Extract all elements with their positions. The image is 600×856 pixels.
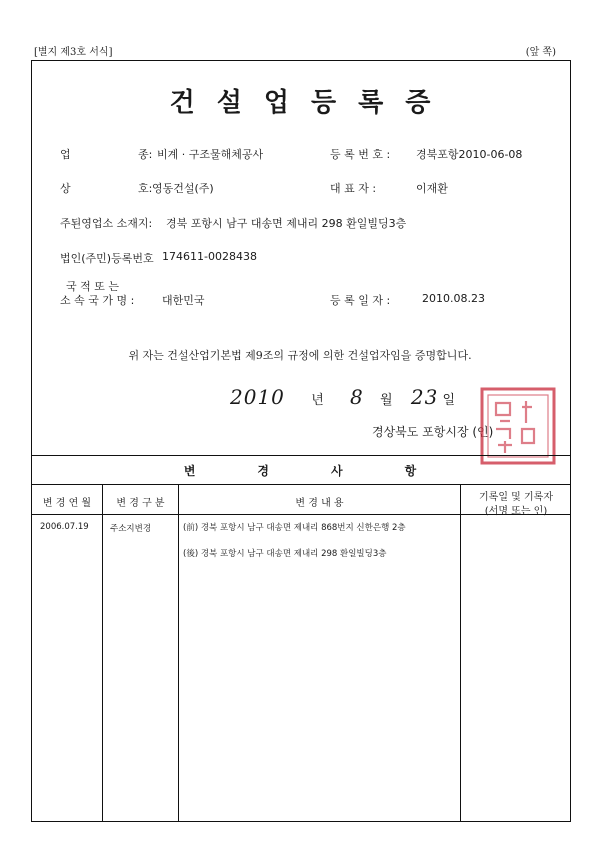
corp-reg-label: 법인(주민)등록번호 <box>60 252 154 265</box>
company-value: 영동건설(주) <box>152 182 214 195</box>
business-type-label: 업 <box>60 148 71 161</box>
address-value: 경북 포항시 남구 대송면 제내리 298 환일빌딩3층 <box>166 217 407 230</box>
registration-date-value: 2010.08.23 <box>422 292 485 305</box>
registration-no-value: 경북포항2010-06-08 <box>416 148 523 161</box>
header-recorder: 기록일 및 기록자 <box>479 492 553 503</box>
col-divider-3 <box>460 484 461 822</box>
business-type-value: 비계 · 구조물해체공사 <box>157 148 264 161</box>
issue-year: 2010 <box>230 385 285 409</box>
company-label: 상 <box>60 182 71 195</box>
document-title: 건설업등록증 <box>169 88 453 118</box>
header-change-detail: 변 경 내 용 <box>295 498 344 509</box>
issue-day-unit: 일 <box>442 393 456 408</box>
certification-statement: 위 자는 건설산업기본법 제9조의 규정에 의한 건설업자임을 증명합니다. <box>128 349 472 362</box>
issuer-name: 경상북도 포항시장 (인) <box>372 425 494 439</box>
issue-day: 23 <box>410 385 439 409</box>
header-recorder-sign: (서명 또는 인) <box>484 506 548 517</box>
changes-top-border <box>31 455 571 456</box>
nationality-label-line2: 소 속 국 가 명 : <box>60 294 135 307</box>
issue-month-unit: 월 <box>380 393 393 408</box>
col-divider-1 <box>102 484 103 822</box>
registration-no-label: 등 록 번 호 : <box>330 148 391 161</box>
page-side-label: (앞 쪽) <box>525 47 556 58</box>
nationality-label-line1: 국 적 또 는 <box>66 280 119 293</box>
company-label-suffix: 호: <box>138 182 153 195</box>
corp-reg-value: 174611-0028438 <box>162 250 257 263</box>
representative-label: 대 표 자 : <box>330 182 377 195</box>
registration-date-label: 등 록 일 자 : <box>330 294 391 307</box>
nationality-value: 대한민국 <box>162 294 205 307</box>
issue-month: 8 <box>350 385 364 409</box>
row-change-after: (後) 경북 포항시 남구 대송면 제내리 298 환일빌딩3층 <box>183 549 387 559</box>
issue-year-unit: 년 <box>311 393 324 408</box>
changes-title-border <box>31 484 571 485</box>
address-label: 주된영업소 소재지: <box>60 217 153 230</box>
col-divider-2 <box>178 484 179 822</box>
changes-title: 변경사항 <box>183 464 479 478</box>
row-change-kind: 주소지변경 <box>110 524 152 534</box>
row-change-before: (前) 경북 포항시 남구 대송면 제내리 868번지 신한은행 2층 <box>183 523 406 533</box>
business-type-label-suffix: 종: <box>138 148 153 161</box>
row-change-date: 2006.07.19 <box>40 522 89 532</box>
header-change-date: 변 경 연 월 <box>42 498 92 509</box>
header-change-kind: 변 경 구 분 <box>116 498 165 509</box>
form-label: [별지 제3호 서식] <box>34 47 113 58</box>
issue-date <box>230 385 455 409</box>
representative-value: 이재환 <box>416 182 448 195</box>
